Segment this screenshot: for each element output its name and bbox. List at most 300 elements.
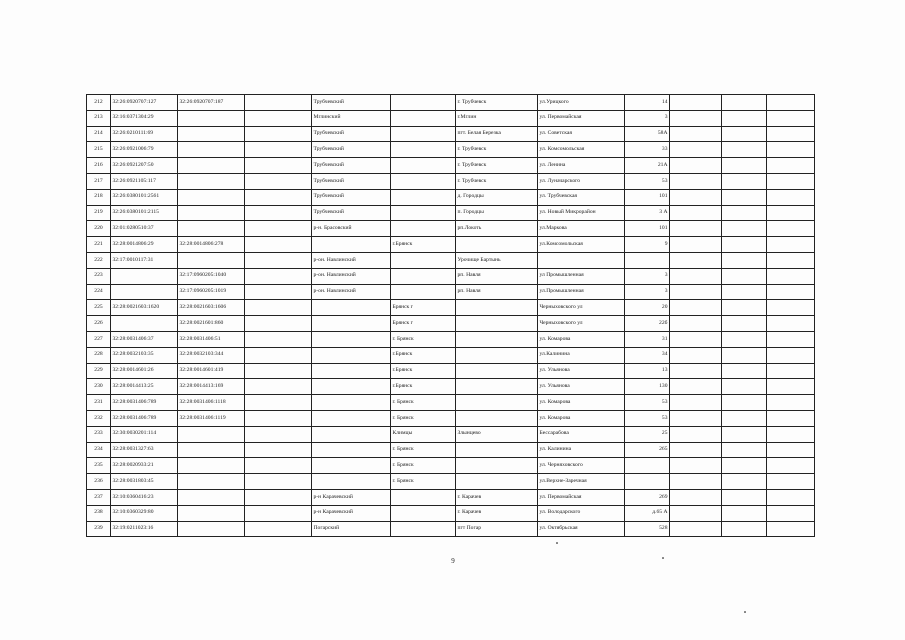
settlement-cell bbox=[456, 300, 538, 316]
empty-cell-cell bbox=[670, 237, 722, 253]
row-number-cell: 231 bbox=[87, 395, 111, 411]
row-number-cell: 229 bbox=[87, 363, 111, 379]
house-number-cell: 3 bbox=[625, 268, 670, 284]
house-number-cell: 3 bbox=[625, 110, 670, 126]
cadastral-number-building-cell bbox=[178, 173, 245, 189]
table-row bbox=[87, 395, 815, 411]
settlement-cell: д. Городцы bbox=[456, 189, 538, 205]
empty-cell-cell bbox=[767, 142, 815, 158]
district-cell bbox=[312, 426, 391, 442]
empty-cell-cell bbox=[767, 331, 815, 347]
extra-number-cell bbox=[245, 521, 312, 537]
settlement-cell: рп. Навля bbox=[456, 268, 538, 284]
district-cell: р-он. Навлинский bbox=[312, 284, 391, 300]
cadastral-number-cell: 32:26:0921207:50 bbox=[111, 158, 178, 174]
extra-number-cell bbox=[245, 268, 312, 284]
city-cell bbox=[391, 284, 456, 300]
empty-cell-cell bbox=[722, 505, 767, 521]
extra-number-cell bbox=[245, 205, 312, 221]
row-number-cell: 235 bbox=[87, 458, 111, 474]
table-row bbox=[87, 347, 815, 363]
cadastral-number-building-cell bbox=[178, 221, 245, 237]
district-cell: р-н Карачевский bbox=[312, 489, 391, 505]
table-row bbox=[87, 505, 815, 521]
empty-cell-cell bbox=[722, 395, 767, 411]
cadastral-number-cell: 32:26:0920707:127 bbox=[111, 95, 178, 111]
empty-cell-cell bbox=[670, 284, 722, 300]
row-number-cell: 215 bbox=[87, 142, 111, 158]
empty-cell-cell bbox=[670, 158, 722, 174]
extra-number-cell bbox=[245, 442, 312, 458]
district-cell bbox=[312, 316, 391, 332]
cadastral-number-building-cell bbox=[178, 521, 245, 537]
street-cell: ул Промышленная bbox=[538, 268, 625, 284]
empty-cell-cell bbox=[722, 458, 767, 474]
table-row bbox=[87, 363, 815, 379]
city-cell bbox=[391, 268, 456, 284]
district-cell bbox=[312, 331, 391, 347]
cadastral-number-cell: 32:30:0030201:114 bbox=[111, 426, 178, 442]
cadastral-number-cell: 32:10:0360329:80 bbox=[111, 505, 178, 521]
house-number-cell: 33 bbox=[625, 142, 670, 158]
empty-cell-cell bbox=[767, 363, 815, 379]
table-row bbox=[87, 158, 815, 174]
empty-cell-cell bbox=[722, 363, 767, 379]
empty-cell-cell bbox=[722, 426, 767, 442]
settlement-cell: г. Карачев bbox=[456, 489, 538, 505]
settlement-cell: г.Мглин bbox=[456, 110, 538, 126]
table-row bbox=[87, 252, 815, 268]
street-cell: ул. Новый Микрорайон bbox=[538, 205, 625, 221]
street-cell: ул. Ленина bbox=[538, 158, 625, 174]
house-number-cell: 9 bbox=[625, 237, 670, 253]
extra-number-cell bbox=[245, 126, 312, 142]
empty-cell-cell bbox=[670, 221, 722, 237]
empty-cell-cell bbox=[722, 221, 767, 237]
cadastral-number-building-cell bbox=[178, 189, 245, 205]
extra-number-cell bbox=[245, 347, 312, 363]
empty-cell-cell bbox=[767, 252, 815, 268]
district-cell bbox=[312, 363, 391, 379]
row-number-cell: 236 bbox=[87, 474, 111, 490]
empty-cell-cell bbox=[767, 458, 815, 474]
district-cell bbox=[312, 347, 391, 363]
district-cell: Трубчевский bbox=[312, 189, 391, 205]
cadastral-number-cell: 32:28:0014806:29 bbox=[111, 237, 178, 253]
cadastral-number-building-cell: 32:17:0960205:1019 bbox=[178, 284, 245, 300]
city-cell: г. Брянск bbox=[391, 395, 456, 411]
table-row bbox=[87, 110, 815, 126]
house-number-cell: 31 bbox=[625, 331, 670, 347]
extra-number-cell bbox=[245, 189, 312, 205]
settlement-cell bbox=[456, 237, 538, 253]
city-cell: г. Брянск bbox=[391, 410, 456, 426]
page-number: 9 bbox=[451, 557, 455, 565]
row-number-cell: 216 bbox=[87, 158, 111, 174]
cadastral-number-building-cell: 32:28:0021603:1606 bbox=[178, 300, 245, 316]
row-number-cell: 222 bbox=[87, 252, 111, 268]
city-cell bbox=[391, 95, 456, 111]
city-cell bbox=[391, 505, 456, 521]
table-row bbox=[87, 316, 815, 332]
empty-cell-cell bbox=[767, 110, 815, 126]
settlement-cell: рп.Локоть bbox=[456, 221, 538, 237]
empty-cell-cell bbox=[767, 442, 815, 458]
settlement-cell bbox=[456, 316, 538, 332]
extra-number-cell bbox=[245, 173, 312, 189]
district-cell: Трубчевский bbox=[312, 205, 391, 221]
cadastral-number-building-cell bbox=[178, 126, 245, 142]
cadastral-number-cell: 32:17:0010117:31 bbox=[111, 252, 178, 268]
row-number-cell: 224 bbox=[87, 284, 111, 300]
empty-cell-cell bbox=[670, 458, 722, 474]
city-cell: Климцы bbox=[391, 426, 456, 442]
empty-cell-cell bbox=[767, 505, 815, 521]
settlement-cell: г. Трубчевск bbox=[456, 95, 538, 111]
district-cell bbox=[312, 474, 391, 490]
extra-number-cell bbox=[245, 95, 312, 111]
empty-cell-cell bbox=[670, 173, 722, 189]
city-cell: г. Брянск bbox=[391, 458, 456, 474]
city-cell: Брянск г bbox=[391, 300, 456, 316]
empty-cell-cell bbox=[722, 142, 767, 158]
cadastral-number-cell: 32:28:0031327:63 bbox=[111, 442, 178, 458]
empty-cell-cell bbox=[767, 474, 815, 490]
cadastral-number-building-cell bbox=[178, 142, 245, 158]
house-number-cell: 265 bbox=[625, 442, 670, 458]
empty-cell-cell bbox=[722, 252, 767, 268]
house-number-cell: 3 А bbox=[625, 205, 670, 221]
row-number-cell: 233 bbox=[87, 426, 111, 442]
empty-cell-cell bbox=[722, 489, 767, 505]
table-row bbox=[87, 474, 815, 490]
empty-cell-cell bbox=[767, 284, 815, 300]
empty-cell-cell bbox=[767, 410, 815, 426]
cadastral-number-building-cell: 32:17:0960205:1040 bbox=[178, 268, 245, 284]
cadastral-number-building-cell bbox=[178, 505, 245, 521]
street-cell: ул. Трубчевская bbox=[538, 189, 625, 205]
settlement-cell: рп. Навля bbox=[456, 284, 538, 300]
empty-cell-cell bbox=[722, 158, 767, 174]
table-row bbox=[87, 426, 815, 442]
registry-table-body bbox=[87, 95, 815, 537]
street-cell: ул. Советская bbox=[538, 126, 625, 142]
empty-cell-cell bbox=[670, 189, 722, 205]
cadastral-number-cell: 32:26:0921105:117 bbox=[111, 173, 178, 189]
settlement-cell: г. Трубчевск bbox=[456, 173, 538, 189]
house-number-cell: 130 bbox=[625, 379, 670, 395]
city-cell: г. Брянск bbox=[391, 331, 456, 347]
row-number-cell: 221 bbox=[87, 237, 111, 253]
cadastral-number-building-cell bbox=[178, 489, 245, 505]
extra-number-cell bbox=[245, 489, 312, 505]
house-number-cell: 13 bbox=[625, 363, 670, 379]
settlement-cell: пгт. Белая Березка bbox=[456, 126, 538, 142]
row-number-cell: 234 bbox=[87, 442, 111, 458]
street-cell: ул. Комарова bbox=[538, 395, 625, 411]
empty-cell-cell bbox=[767, 268, 815, 284]
empty-cell-cell bbox=[767, 173, 815, 189]
extra-number-cell bbox=[245, 221, 312, 237]
street-cell: ул. Комсомольская bbox=[538, 142, 625, 158]
city-cell: г. Брянск bbox=[391, 474, 456, 490]
cadastral-number-cell: 32:28:0031406:37 bbox=[111, 331, 178, 347]
cadastral-number-building-cell bbox=[178, 110, 245, 126]
cadastral-number-building-cell bbox=[178, 458, 245, 474]
empty-cell-cell bbox=[767, 316, 815, 332]
city-cell bbox=[391, 205, 456, 221]
street-cell: ул.Промышленная bbox=[538, 284, 625, 300]
settlement-cell bbox=[456, 442, 538, 458]
cadastral-number-cell: 32:26:0921006:79 bbox=[111, 142, 178, 158]
table-row bbox=[87, 458, 815, 474]
cadastral-number-cell: 32:28:0014601:26 bbox=[111, 363, 178, 379]
settlement-cell bbox=[456, 347, 538, 363]
house-number-cell: 25 bbox=[625, 426, 670, 442]
city-cell bbox=[391, 110, 456, 126]
cadastral-number-building-cell bbox=[178, 426, 245, 442]
empty-cell-cell bbox=[767, 489, 815, 505]
table-row bbox=[87, 442, 815, 458]
city-cell bbox=[391, 489, 456, 505]
row-number-cell: 214 bbox=[87, 126, 111, 142]
street-cell: ул.Урицкого bbox=[538, 95, 625, 111]
table-row bbox=[87, 284, 815, 300]
empty-cell-cell bbox=[722, 410, 767, 426]
row-number-cell: 212 bbox=[87, 95, 111, 111]
table-row bbox=[87, 237, 815, 253]
city-cell: г.Брянск bbox=[391, 363, 456, 379]
empty-cell-cell bbox=[670, 363, 722, 379]
cadastral-number-cell: 32:28:0020933:21 bbox=[111, 458, 178, 474]
table-row bbox=[87, 95, 815, 111]
extra-number-cell bbox=[245, 410, 312, 426]
district-cell: р-он. Навлинский bbox=[312, 252, 391, 268]
row-number-cell: 232 bbox=[87, 410, 111, 426]
settlement-cell bbox=[456, 410, 538, 426]
empty-cell-cell bbox=[670, 489, 722, 505]
table-row bbox=[87, 142, 815, 158]
house-number-cell: 3 bbox=[625, 284, 670, 300]
city-cell: г. Брянск bbox=[391, 442, 456, 458]
street-cell: ул.Комсомольская bbox=[538, 237, 625, 253]
house-number-cell: 269 bbox=[625, 489, 670, 505]
house-number-cell: 101 bbox=[625, 189, 670, 205]
district-cell: Трубчевский bbox=[312, 126, 391, 142]
empty-cell-cell bbox=[767, 347, 815, 363]
street-cell: Черныховского ул bbox=[538, 300, 625, 316]
cadastral-number-building-cell: 32:28:0014601:419 bbox=[178, 363, 245, 379]
table-row bbox=[87, 221, 815, 237]
empty-cell-cell bbox=[722, 268, 767, 284]
settlement-cell bbox=[456, 331, 538, 347]
city-cell bbox=[391, 521, 456, 537]
row-number-cell: 220 bbox=[87, 221, 111, 237]
empty-cell-cell bbox=[670, 395, 722, 411]
house-number-cell: 53 bbox=[625, 173, 670, 189]
house-number-cell bbox=[625, 252, 670, 268]
house-number-cell: 528 bbox=[625, 521, 670, 537]
city-cell bbox=[391, 142, 456, 158]
district-cell bbox=[312, 379, 391, 395]
house-number-cell: 101 bbox=[625, 221, 670, 237]
extra-number-cell bbox=[245, 252, 312, 268]
table-row bbox=[87, 300, 815, 316]
extra-number-cell bbox=[245, 363, 312, 379]
cadastral-number-cell: 32:26:0210111:69 bbox=[111, 126, 178, 142]
row-number-cell: 218 bbox=[87, 189, 111, 205]
empty-cell-cell bbox=[670, 505, 722, 521]
house-number-cell: 34 bbox=[625, 347, 670, 363]
city-cell: Брянск г bbox=[391, 316, 456, 332]
empty-cell-cell bbox=[670, 442, 722, 458]
street-cell: ул. Черняховского bbox=[538, 458, 625, 474]
cadastral-number-building-cell: 32:26:0920707:187 bbox=[178, 95, 245, 111]
table-row bbox=[87, 331, 815, 347]
empty-cell-cell bbox=[767, 426, 815, 442]
empty-cell-cell bbox=[722, 331, 767, 347]
scan-speck bbox=[556, 542, 558, 544]
house-number-cell: 53 bbox=[625, 395, 670, 411]
registry-table bbox=[86, 94, 815, 537]
cadastral-number-cell: 32:26:0380101:2561 bbox=[111, 189, 178, 205]
empty-cell-cell bbox=[767, 379, 815, 395]
city-cell bbox=[391, 189, 456, 205]
house-number-cell: 53 bbox=[625, 410, 670, 426]
street-cell: ул. Калинина bbox=[538, 442, 625, 458]
settlement-cell bbox=[456, 379, 538, 395]
empty-cell-cell bbox=[767, 95, 815, 111]
empty-cell-cell bbox=[767, 237, 815, 253]
house-number-cell bbox=[625, 474, 670, 490]
street-cell: ул.Калинина bbox=[538, 347, 625, 363]
district-cell: Трубчевский bbox=[312, 142, 391, 158]
empty-cell-cell bbox=[722, 284, 767, 300]
street-cell: Черныховского ул bbox=[538, 316, 625, 332]
extra-number-cell bbox=[245, 237, 312, 253]
cadastral-number-building-cell: 32:28:0014413:169 bbox=[178, 379, 245, 395]
street-cell: ул. Луначарского bbox=[538, 173, 625, 189]
street-cell: ул.Верхне-Заречная bbox=[538, 474, 625, 490]
empty-cell-cell bbox=[767, 300, 815, 316]
table-row bbox=[87, 189, 815, 205]
extra-number-cell bbox=[245, 505, 312, 521]
cadastral-number-cell: 32:16:0371304:29 bbox=[111, 110, 178, 126]
row-number-cell: 239 bbox=[87, 521, 111, 537]
settlement-cell: г. Трубчевск bbox=[456, 158, 538, 174]
district-cell: Погарский bbox=[312, 521, 391, 537]
house-number-cell: 58А bbox=[625, 126, 670, 142]
street-cell bbox=[538, 252, 625, 268]
empty-cell-cell bbox=[722, 126, 767, 142]
table-row bbox=[87, 489, 815, 505]
row-number-cell: 237 bbox=[87, 489, 111, 505]
street-cell: ул. Володарского bbox=[538, 505, 625, 521]
empty-cell-cell bbox=[670, 205, 722, 221]
extra-number-cell bbox=[245, 158, 312, 174]
empty-cell-cell bbox=[722, 474, 767, 490]
table-row bbox=[87, 410, 815, 426]
settlement-cell bbox=[456, 363, 538, 379]
street-cell: ул. Ульянова bbox=[538, 379, 625, 395]
row-number-cell: 230 bbox=[87, 379, 111, 395]
city-cell bbox=[391, 221, 456, 237]
table-row bbox=[87, 379, 815, 395]
district-cell bbox=[312, 237, 391, 253]
table-row bbox=[87, 173, 815, 189]
cadastral-number-cell: 32:28:0014413:25 bbox=[111, 379, 178, 395]
cadastral-number-cell: 32:28:0031803:45 bbox=[111, 474, 178, 490]
city-cell bbox=[391, 158, 456, 174]
house-number-cell bbox=[625, 458, 670, 474]
house-number-cell: 21А bbox=[625, 158, 670, 174]
row-number-cell: 223 bbox=[87, 268, 111, 284]
scan-speck bbox=[662, 557, 664, 559]
cadastral-number-building-cell bbox=[178, 442, 245, 458]
settlement-cell: Урочище Бартынь bbox=[456, 252, 538, 268]
settlement-cell bbox=[456, 458, 538, 474]
empty-cell-cell bbox=[767, 205, 815, 221]
street-cell: ул. Комарова bbox=[538, 331, 625, 347]
empty-cell-cell bbox=[722, 95, 767, 111]
empty-cell-cell bbox=[670, 331, 722, 347]
city-cell: г.Брянск bbox=[391, 237, 456, 253]
row-number-cell: 217 bbox=[87, 173, 111, 189]
cadastral-number-building-cell: 32:28:0021601:860 bbox=[178, 316, 245, 332]
city-cell bbox=[391, 126, 456, 142]
table-row bbox=[87, 126, 815, 142]
cadastral-number-cell: 32:10:0360416:23 bbox=[111, 489, 178, 505]
settlement-cell: п. Городцы bbox=[456, 205, 538, 221]
district-cell bbox=[312, 442, 391, 458]
street-cell: ул. Ульянова bbox=[538, 363, 625, 379]
row-number-cell: 219 bbox=[87, 205, 111, 221]
empty-cell-cell bbox=[670, 142, 722, 158]
cadastral-number-cell bbox=[111, 316, 178, 332]
city-cell bbox=[391, 173, 456, 189]
cadastral-number-building-cell: 32:28:0031406:51 bbox=[178, 331, 245, 347]
street-cell: ул. Комарова bbox=[538, 410, 625, 426]
cadastral-number-cell: 32:28:0031406:789 bbox=[111, 410, 178, 426]
row-number-cell: 228 bbox=[87, 347, 111, 363]
cadastral-number-building-cell bbox=[178, 158, 245, 174]
empty-cell-cell bbox=[670, 521, 722, 537]
empty-cell-cell bbox=[670, 316, 722, 332]
extra-number-cell bbox=[245, 316, 312, 332]
settlement-cell bbox=[456, 474, 538, 490]
empty-cell-cell bbox=[767, 221, 815, 237]
table-row bbox=[87, 521, 815, 537]
cadastral-number-building-cell: 32:28:0032103:344 bbox=[178, 347, 245, 363]
extra-number-cell bbox=[245, 395, 312, 411]
extra-number-cell bbox=[245, 426, 312, 442]
extra-number-cell bbox=[245, 474, 312, 490]
empty-cell-cell bbox=[670, 268, 722, 284]
district-cell: Трубчевский bbox=[312, 95, 391, 111]
district-cell: Мглинский bbox=[312, 110, 391, 126]
empty-cell-cell bbox=[670, 426, 722, 442]
cadastral-number-building-cell bbox=[178, 474, 245, 490]
extra-number-cell bbox=[245, 379, 312, 395]
cadastral-number-cell: 32:28:0021603:1620 bbox=[111, 300, 178, 316]
cadastral-number-cell: 32:01:0280510:37 bbox=[111, 221, 178, 237]
district-cell: Трубчевский bbox=[312, 158, 391, 174]
scan-speck bbox=[744, 611, 746, 613]
extra-number-cell bbox=[245, 331, 312, 347]
cadastral-number-cell: 32:19:0211023:16 bbox=[111, 521, 178, 537]
empty-cell-cell bbox=[722, 173, 767, 189]
empty-cell-cell bbox=[722, 521, 767, 537]
